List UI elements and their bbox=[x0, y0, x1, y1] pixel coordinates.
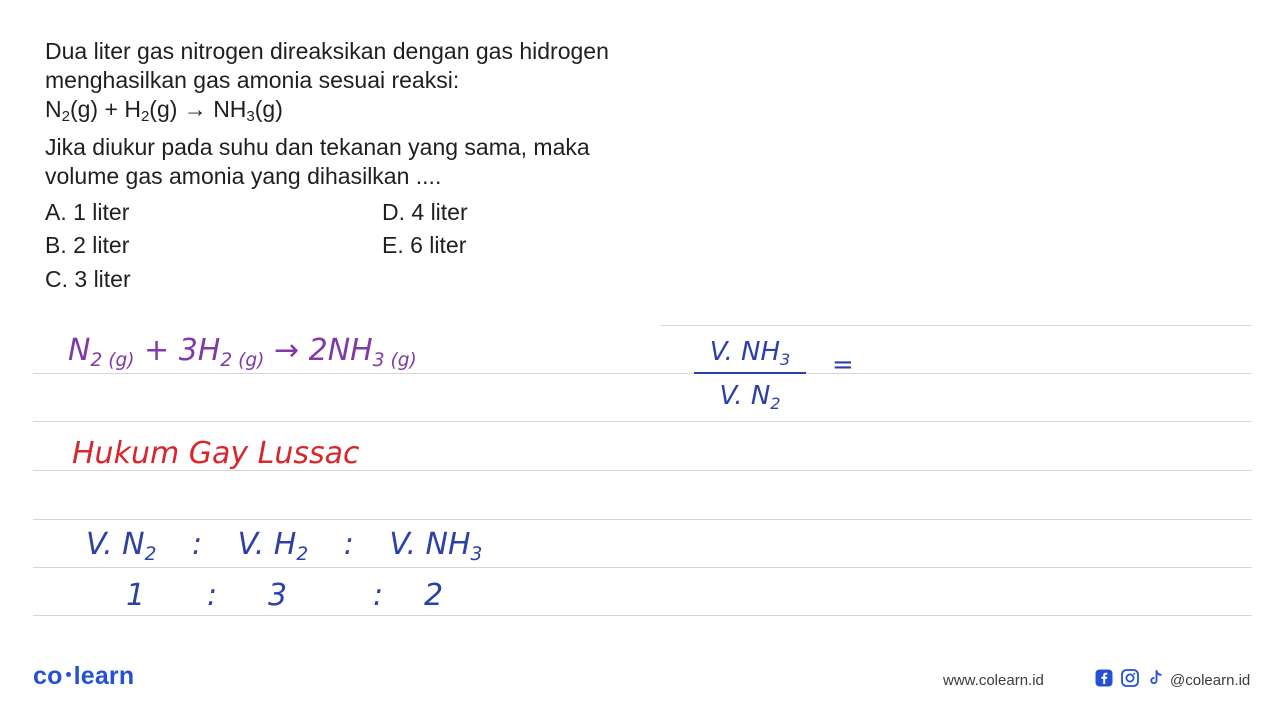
social-handle[interactable]: @colearn.id bbox=[1170, 672, 1251, 689]
ratio-value-h2: 3 bbox=[268, 578, 288, 613]
question-text bbox=[45, 37, 685, 191]
fraction-denominator: V. $N_2$ bbox=[719, 381, 781, 413]
ratio-value-nh3: 2 bbox=[424, 578, 444, 613]
fraction-equals: = bbox=[832, 350, 854, 380]
instagram-icon[interactable] bbox=[1120, 668, 1140, 688]
volume-ratio-fraction bbox=[700, 332, 800, 418]
question-line-1: Dua liter gas nitrogen direaksikan dengan gas hidrogen bbox=[45, 38, 609, 64]
fraction-numerator: V. $NH_3$ bbox=[709, 337, 791, 369]
option-d[interactable]: D. 4 liter bbox=[382, 199, 468, 225]
ruled-line bbox=[33, 567, 1252, 568]
option-a[interactable]: A. 1 liter bbox=[45, 199, 130, 225]
website-link[interactable]: www.colearn.id bbox=[943, 672, 1044, 689]
option-e[interactable]: E. 6 liter bbox=[382, 232, 467, 258]
tiktok-icon[interactable] bbox=[1146, 668, 1166, 688]
handwritten-law: Hukum Gay Lussac bbox=[72, 436, 360, 471]
ratio-separator: : bbox=[373, 578, 384, 613]
option-c[interactable]: C. 3 liter bbox=[45, 266, 131, 292]
handwritten-reaction: $N_{2 (g)} + 3H_{2 (g)} \to 2NH_{3 (g)}$ bbox=[68, 333, 417, 371]
social-icons bbox=[1094, 668, 1166, 688]
ruled-line bbox=[33, 373, 1252, 374]
ratio-value-n2: 1 bbox=[126, 578, 146, 613]
ruled-line bbox=[33, 421, 1252, 422]
facebook-icon[interactable] bbox=[1094, 668, 1114, 688]
question-line-2: menghasilkan gas amonia sesuai reaksi: bbox=[45, 67, 460, 93]
ratio-separator: : bbox=[207, 578, 218, 613]
ruled-line bbox=[660, 325, 1252, 326]
option-b[interactable]: B. 2 liter bbox=[45, 232, 130, 258]
question-line-4: volume gas amonia yang dihasilkan .... bbox=[45, 163, 442, 189]
reaction-equation: $N_2(g) + H_2(g) \to NH_3(g)$ bbox=[45, 96, 283, 125]
handwritten-ratio-header: V. $N_2$ : V. $H_2$ : V. $NH_3$ bbox=[86, 527, 483, 565]
ruled-line bbox=[33, 615, 1252, 616]
question-line-3: Jika diukur pada suhu dan tekanan yang sama, maka bbox=[45, 134, 590, 160]
ruled-line bbox=[33, 519, 1252, 520]
colearn-logo: co learn bbox=[33, 662, 135, 690]
